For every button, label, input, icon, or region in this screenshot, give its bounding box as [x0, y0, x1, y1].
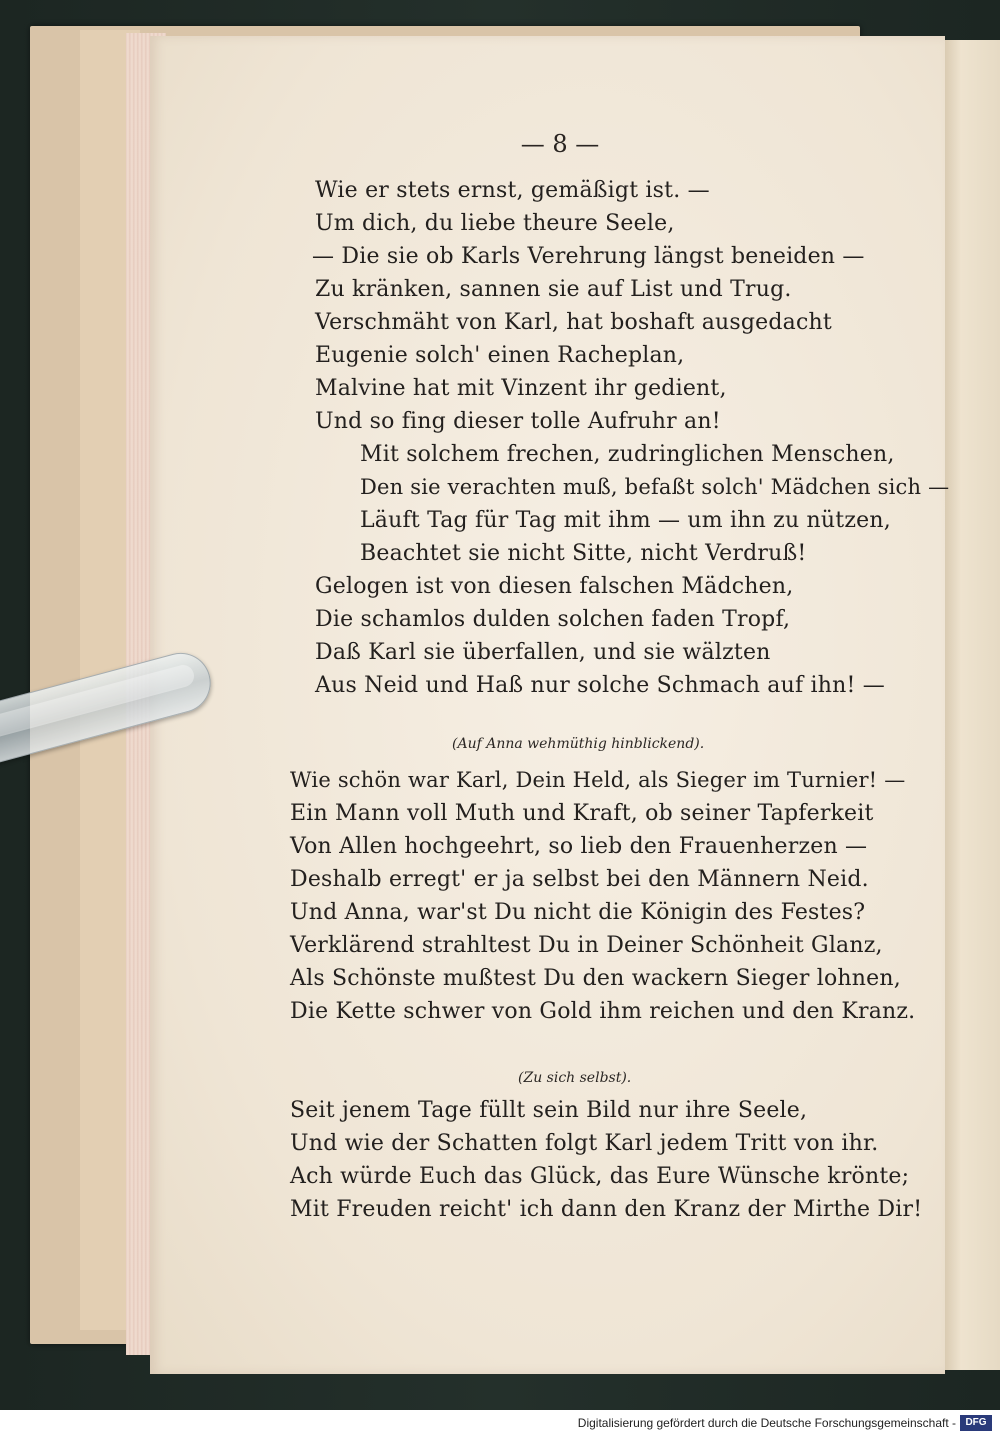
footer-bar [0, 1410, 1000, 1436]
verse-line: — Die sie ob Karls Verehrung längst beneiden — [312, 244, 865, 269]
verse-line: Um dich, du liebe theure Seele, [315, 211, 675, 236]
verse-line: Daß Karl sie überfallen, und sie wälzten [315, 640, 771, 665]
dfg-logo-icon: DFG [960, 1415, 992, 1431]
verse-line: Ach würde Euch das Glück, das Eure Wünsche krönte; [290, 1164, 910, 1189]
verse-line: Und so fing dieser tolle Aufruhr an! [315, 409, 721, 434]
verse-line: Malvine hat mit Vinzent ihr gedient, [315, 376, 727, 401]
book-page [150, 36, 950, 1374]
verse-line: Und Anna, war'st Du nicht die Königin des Festes? [290, 900, 866, 925]
verse-line: Mit solchem frechen, zudringlichen Menschen, [360, 442, 895, 467]
verse-line: Beachtet sie nicht Sitte, nicht Verdruß! [360, 541, 807, 566]
verse-line: Mit Freuden reicht' ich dann den Kranz der Mirthe Dir! [290, 1197, 923, 1222]
verse-line: Die schamlos dulden solchen faden Tropf, [315, 607, 791, 632]
verse-line: Eugenie solch' einen Racheplan, [315, 343, 685, 368]
verse-line: Gelogen ist von diesen falschen Mädchen, [315, 574, 794, 599]
verse-line: Läuft Tag für Tag mit ihm — um ihn zu nützen, [360, 508, 891, 533]
verse-line: Von Allen hochgeehrt, so lieb den Frauenherzen — [290, 834, 868, 859]
verse-line: Den sie verachten muß, befaßt solch' Mädchen sich — [360, 475, 950, 499]
verse-line: Seit jenem Tage füllt sein Bild nur ihre Seele, [290, 1098, 808, 1123]
funding-note: Digitalisierung gefördert durch die Deutsche Forschungsgemeinschaft - [577, 1416, 956, 1430]
stage-direction: (Zu sich selbst). [518, 1070, 632, 1086]
verse-line: Aus Neid und Haß nur solche Schmach auf ihn! — [315, 673, 885, 698]
verse-line: Wie er stets ernst, gemäßigt ist. — [315, 178, 710, 203]
verse-line: Und wie der Schatten folgt Karl jedem Tritt von ihr. [290, 1131, 879, 1156]
verse-line: Verschmäht von Karl, hat boshaft ausgedacht [315, 310, 832, 335]
verse-line: Zu kränken, sannen sie auf List und Trug. [315, 277, 792, 302]
verse-line: Deshalb erregt' er ja selbst bei den Männern Neid. [290, 867, 869, 892]
stage-direction: (Auf Anna wehmüthig hinblickend). [452, 736, 705, 752]
verse-line: Als Schönste mußtest Du den wackern Sieger lohnen, [290, 966, 901, 991]
verse-line: Ein Mann voll Muth und Kraft, ob seiner Tapferkeit [290, 801, 874, 826]
verse-line: Wie schön war Karl, Dein Held, als Sieger im Turnier! — [290, 768, 906, 792]
page-number: — 8 — [520, 130, 600, 158]
verse-line: Verklärend strahltest Du in Deiner Schönheit Glanz, [290, 933, 883, 958]
verse-line: Die Kette schwer von Gold ihm reichen und den Kranz. [290, 999, 916, 1024]
